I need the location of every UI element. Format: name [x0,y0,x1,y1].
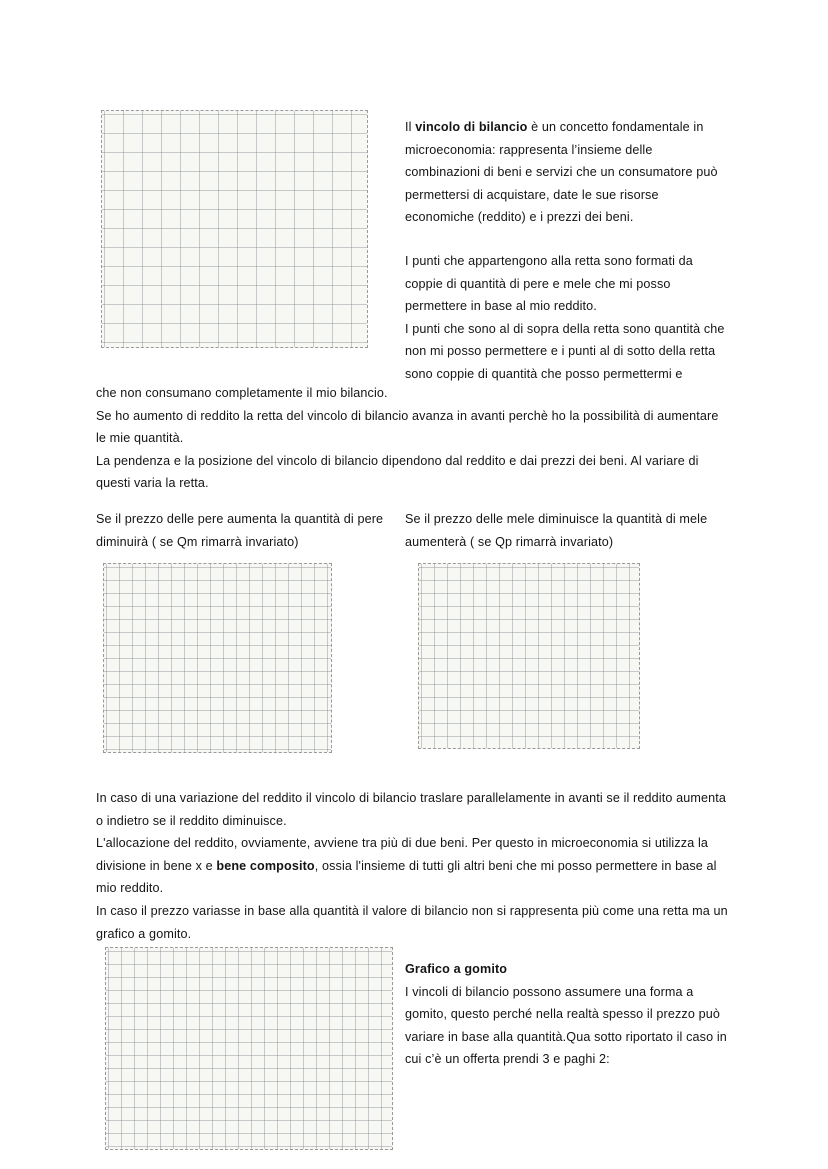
figure-price-apples-decrease [418,563,640,749]
flow1-line-3: La pendenza e la posizione del vincolo di bilancio dipendono dal reddito e dai prezzi dei beni. Al variare di questi varia la retta. [96,453,699,491]
caption-right-text: Se il prezzo delle mele diminuisce la quantità di mele aumenterà ( se Qp rimarrà invariato) [405,512,708,549]
flow2-line-1: In caso di una variazione del reddito il vincolo di bilancio traslare parallelamente in avanti se il reddito aumenta o indietro se il reddito diminuisce. [96,791,726,828]
graph-paper-background [102,111,367,347]
flow1-line-2: Se ho aumento di reddito la retta del vincolo di bilancio avanza in avanti perchè ho la possibilità di aumentare le mie quantità. [96,408,719,446]
flow2-line-2-a: L'allocazione del reddito, ovviamente, avviene tra più di due beni. Per questo in microeconomia si utilizza la divisione in bene x e [96,836,709,873]
figure-kinked-budget-table [105,947,393,1150]
graph-paper-background [106,948,392,1149]
figure-budget-constraint [101,110,368,348]
intro-text-post: è un concetto fondamentale in microeconomia: rappresenta l’insieme delle combinazioni di beni e servizi che un consumatore può permettersi di acquistare, date le sue risorse economiche (reddito) e i prezzi dei beni. [405,120,718,225]
graph-paper-background [419,564,639,748]
flow-paragraphs-1 [96,382,730,495]
intro-paragraph [405,116,727,229]
caption-left-text: Se il prezzo delle pere aumenta la quantità di pere diminuirà ( se Qm rimarrà invariato) [96,512,384,549]
figure-price-pears-increase [103,563,332,753]
flow-paragraphs-2 [96,787,730,945]
graph-paper-background [104,564,331,752]
intro-text-pre: Il [405,120,416,134]
gomito-heading: Grafico a gomito [405,962,508,976]
flow1-line-1: che non consumano completamente il mio bilancio. [96,386,388,400]
gomito-body: I vincoli di bilancio possono assumere una forma a gomito, questo perché nella realtà spesso il prezzo può variare in base alla quantità.Qua sotto riportato il caso in cui c’è un offerta prendi 3 e paghi 2: [405,984,727,1067]
caption-price-pears [96,508,386,553]
points-paragraph-2: I punti che sono al di sopra della retta sono quantità che non mi posso permettere e i punti al di sotto della retta sono coppie di quantità che posso permettermi e [405,321,725,381]
gomito-section [405,958,727,1071]
points-paragraphs [405,250,727,386]
flow2-line-2-b: , ossia l'insieme di tutti gli altri beni che mi posso permettere in base al mio reddito. [96,858,717,896]
caption-price-apples [405,508,725,553]
flow2-line-3: In caso il prezzo variasse in base alla quantità il valore di bilancio non si rappresenta più come una retta ma un grafico a gomito. [96,903,728,941]
intro-text-bold: vincolo di bilancio [415,120,528,134]
flow2-line-2-bold: bene composito [216,858,315,873]
points-paragraph-1: I punti che appartengono alla retta sono formati da coppie di quantità di pere e mele che mi posso permettere in base al mio reddito. [405,254,693,314]
